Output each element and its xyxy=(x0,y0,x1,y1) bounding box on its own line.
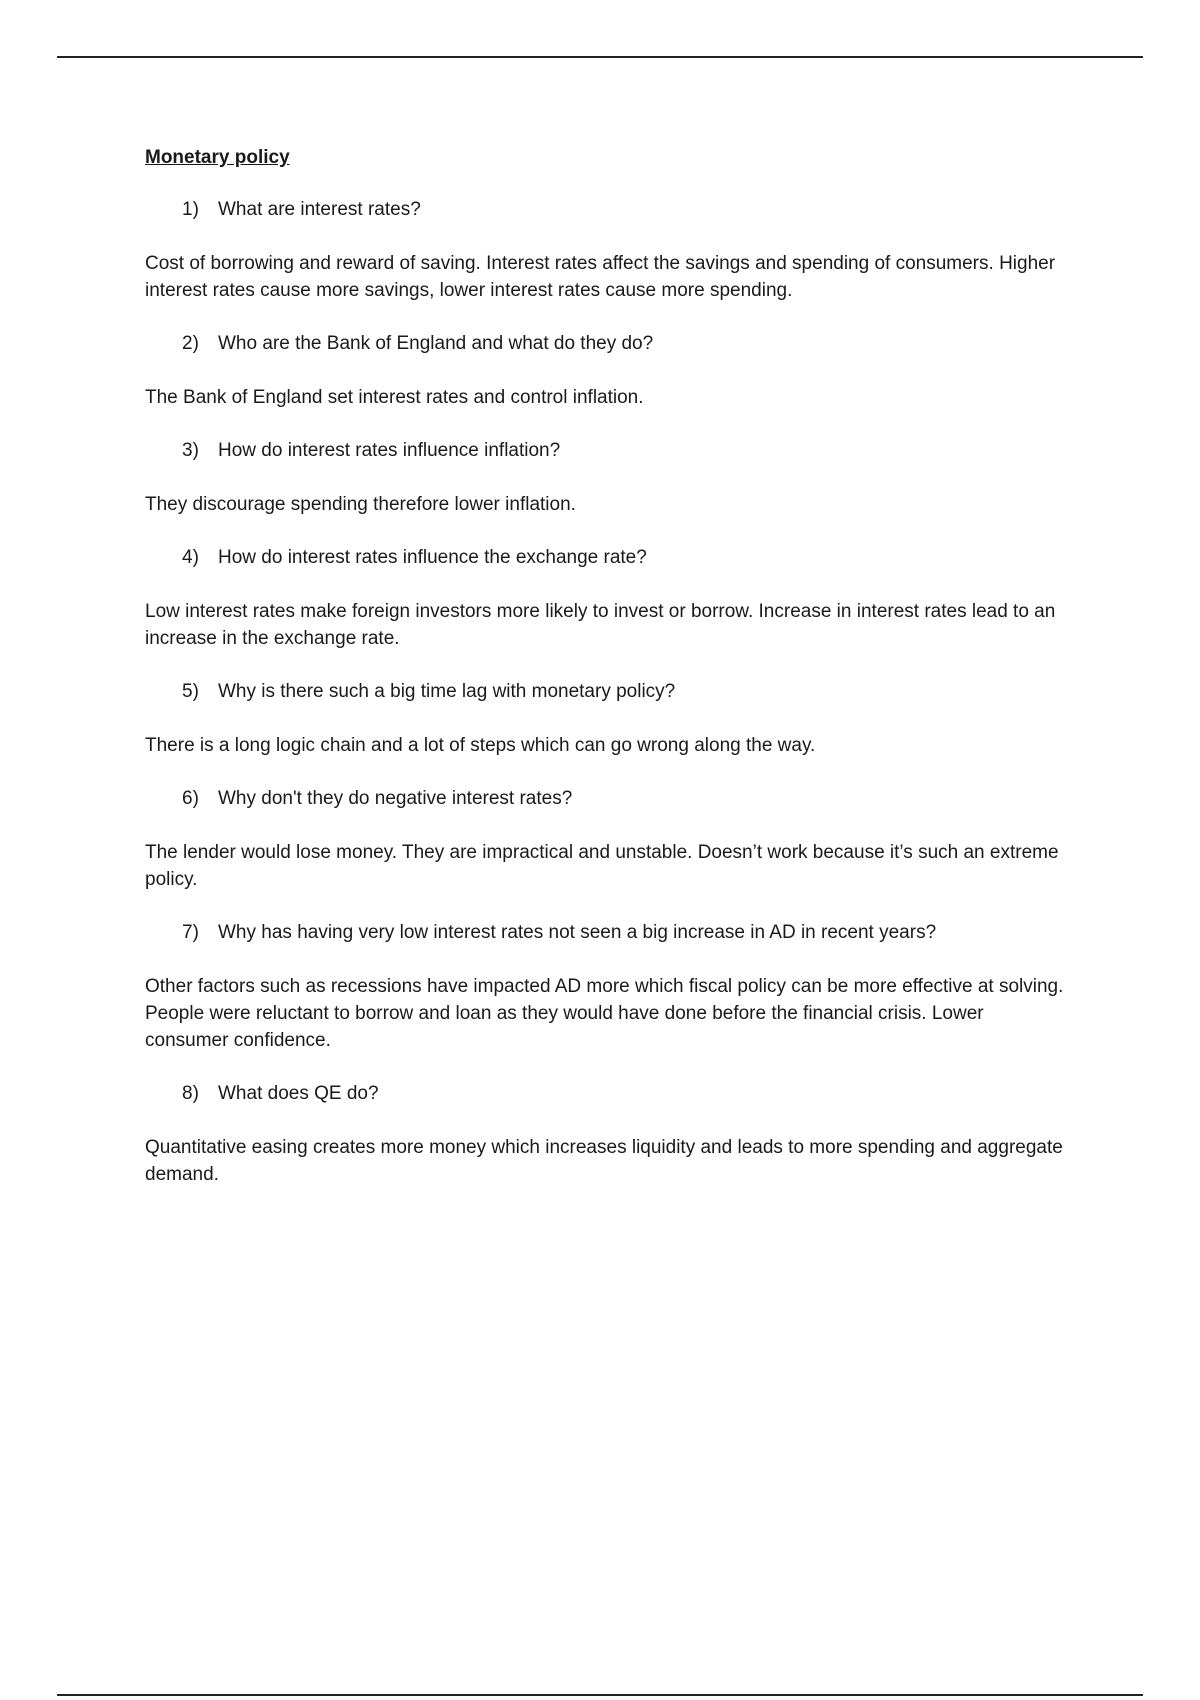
document-body xyxy=(145,144,1065,1214)
question-text: Who are the Bank of England and what do they do? xyxy=(218,333,654,354)
answer-4: Low interest rates make foreign investors more likely to invest or borrow. Increase in interest rates lead to an increase in the exchange rate. xyxy=(145,601,1056,649)
question-text: What does QE do? xyxy=(218,1083,379,1104)
question-number: 5) xyxy=(182,681,199,702)
answer-8: Quantitative easing creates more money which increases liquidity and leads to more spending and aggregate demand. xyxy=(145,1137,1063,1185)
question-text: How do interest rates influence inflation? xyxy=(218,440,561,461)
question-7 xyxy=(182,919,1065,947)
question-text: Why don't they do negative interest rates? xyxy=(218,788,573,809)
question-1 xyxy=(182,196,1065,224)
question-3 xyxy=(182,437,1065,465)
question-number: 2) xyxy=(182,333,199,354)
question-number: 7) xyxy=(182,922,199,943)
answer-7: Other factors such as recessions have impacted AD more which fiscal policy can be more effective at solving. People were reluctant to borrow and loan as they would have done before the financial crisis. Lower consumer confidence. xyxy=(145,976,1064,1051)
question-number: 3) xyxy=(182,440,199,461)
qa-item-5 xyxy=(145,678,1065,759)
question-number: 6) xyxy=(182,788,199,809)
qa-item-3 xyxy=(145,437,1065,518)
question-number: 1) xyxy=(182,199,199,220)
question-text: Why is there such a big time lag with monetary policy? xyxy=(218,681,676,702)
qa-item-2 xyxy=(145,330,1065,411)
question-8 xyxy=(182,1080,1065,1108)
answer-2: The Bank of England set interest rates and control inflation. xyxy=(145,387,644,408)
question-text: Why has having very low interest rates not seen a big increase in AD in recent years? xyxy=(218,922,937,943)
question-text: What are interest rates? xyxy=(218,199,421,220)
page-title: Monetary policy xyxy=(145,147,290,168)
qa-item-6 xyxy=(145,785,1065,893)
answer-3: They discourage spending therefore lower inflation. xyxy=(145,494,576,515)
qa-item-8 xyxy=(145,1080,1065,1188)
bottom-divider xyxy=(57,1694,1143,1696)
qa-item-4 xyxy=(145,544,1065,652)
question-text: How do interest rates influence the exchange rate? xyxy=(218,547,647,568)
question-number: 8) xyxy=(182,1083,199,1104)
question-6 xyxy=(182,785,1065,813)
question-4 xyxy=(182,544,1065,572)
top-divider xyxy=(57,56,1143,58)
answer-5: There is a long logic chain and a lot of steps which can go wrong along the way. xyxy=(145,735,816,756)
answer-6: The lender would lose money. They are impractical and unstable. Doesn’t work because it’s such an extreme policy. xyxy=(145,842,1059,890)
question-2 xyxy=(182,330,1065,358)
qa-item-7 xyxy=(145,919,1065,1054)
answer-1: Cost of borrowing and reward of saving. Interest rates affect the savings and spending of consumers. Higher interest rates cause more savings, lower interest rates cause more spending. xyxy=(145,253,1056,301)
question-number: 4) xyxy=(182,547,199,568)
qa-item-1 xyxy=(145,196,1065,304)
question-5 xyxy=(182,678,1065,706)
